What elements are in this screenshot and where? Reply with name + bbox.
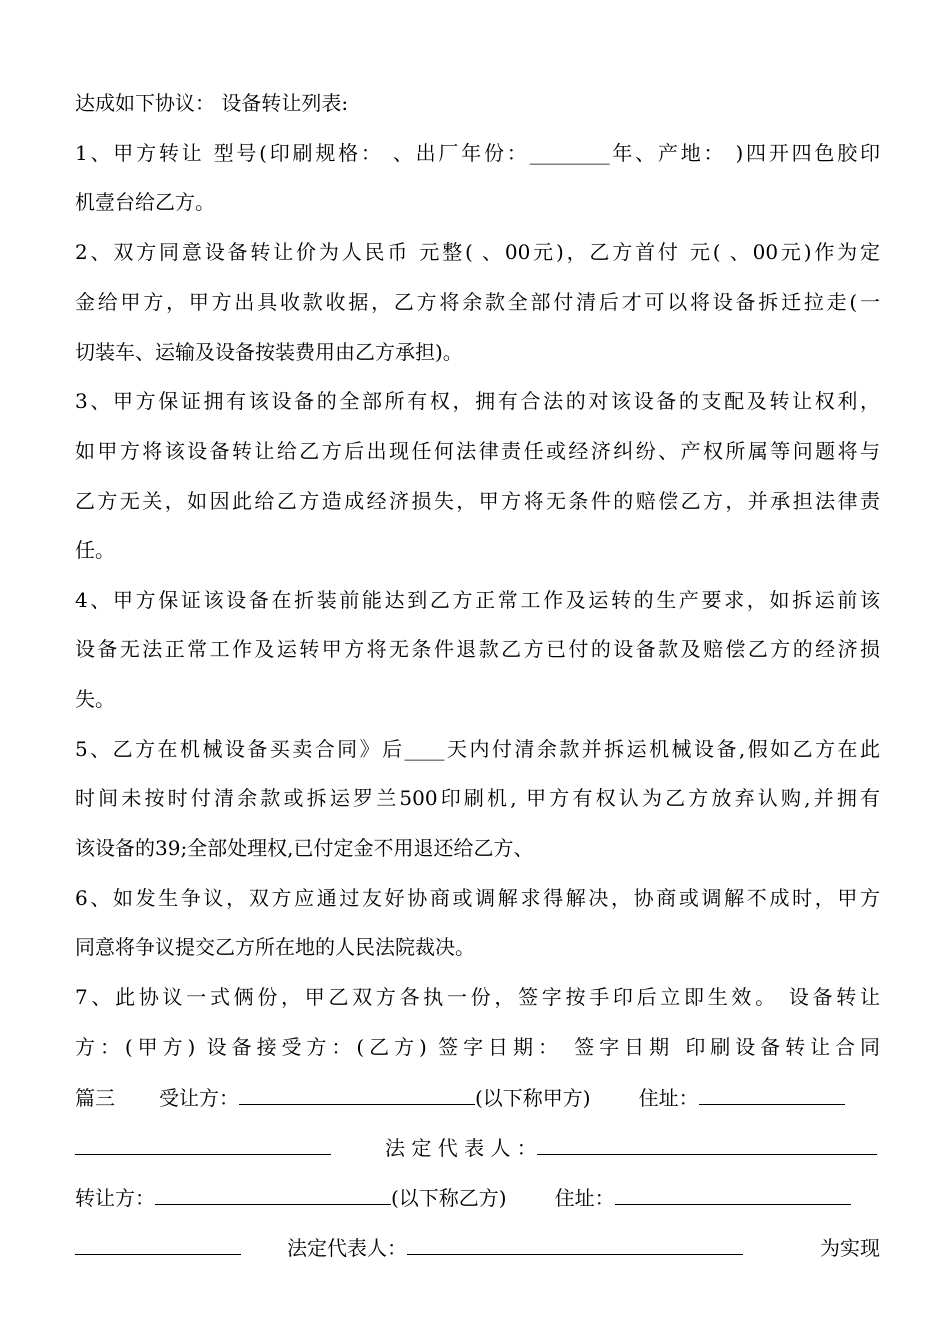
clause-4-line-3: 失。 — [75, 687, 115, 711]
clause-4-line-1: 4、甲方保证该设备在折装前能达到乙方正常工作及运转的生产要求，如拆运前该 — [75, 588, 880, 612]
clause-3-line-3: 乙方无关，如因此给乙方造成经济损失，甲方将无条件的赔偿乙方，并承担法律责 — [75, 489, 880, 513]
legal-rep-label-2: 法定代表人： — [287, 1236, 407, 1260]
address-blank-2[interactable] — [615, 1182, 851, 1205]
clause-5-line-3: 该设备的39;全部处理权,已付定金不用退还给乙方、 — [75, 836, 534, 860]
clause-4-line-2: 设备无法正常工作及运转甲方将无条件退款乙方已付的设备款及赔偿乙方的经济损 — [75, 637, 880, 661]
legal-rep-blank-2[interactable] — [407, 1232, 743, 1255]
clause-1-line-2: 机壹台给乙方。 — [75, 190, 215, 214]
clause-3-line-1: 3、甲方保证拥有该设备的全部所有权，拥有合法的对该设备的支配及转让权利， — [75, 389, 880, 413]
clause-7-line-2: 方：(甲方) 设备接受方：(乙方) 签字日期： 签字日期 印刷设备转让合同 — [75, 1035, 880, 1059]
legal-rep-row-1 — [75, 1132, 880, 1162]
clause-3-line-4: 任。 — [75, 538, 115, 562]
address-label: 住址： — [638, 1086, 699, 1110]
clause-2-line-2: 金给甲方，甲方出具收款收据，乙方将余款全部付清后才可以将设备拆迁拉走(一 — [75, 290, 880, 314]
clause-6-line-1: 6、如发生争议，双方应通过友好协商或调解求得解决，协商或调解不成时，甲方 — [75, 886, 880, 910]
intro-line: 达成如下协议： 设备转让列表: — [75, 91, 349, 115]
party-a-note: (以下称甲方) — [475, 1086, 591, 1110]
transferee-label: 受让方： — [159, 1086, 239, 1110]
transferee-row — [75, 1082, 880, 1112]
clause-3-line-2: 如甲方将该设备转让给乙方后出现任何法律责任或经济纠纷、产权所属等问题将与 — [75, 439, 880, 463]
address-blank-1[interactable] — [699, 1082, 845, 1105]
clause-1-line-1: 1、甲方转让 型号(印刷规格： 、出厂年份：________年、产地： )四开四色胶印 — [75, 141, 880, 165]
address-blank-1-cont[interactable] — [75, 1132, 331, 1155]
transferee-blank[interactable] — [239, 1082, 475, 1105]
clause-2-line-3: 切装车、运输及设备按装费用由乙方承担)。 — [75, 340, 463, 364]
clause-7-line-1: 7、此协议一式俩份，甲乙双方各执一份，签字按手印后立即生效。 设备转让 — [75, 985, 880, 1009]
legal-rep-label: 法 定 代 表 人 ： — [385, 1136, 537, 1160]
transferor-row — [75, 1182, 880, 1212]
clause-5-line-1: 5、乙方在机械设备买卖合同》后____天内付清余款并拆运机械设备,假如乙方在此 — [75, 737, 880, 761]
clause-6-line-2: 同意将争议提交乙方所在地的人民法院裁决。 — [75, 935, 475, 959]
clause-2-line-1: 2、双方同意设备转让价为人民币 元整( 、00元)，乙方首付 元( 、00元)作为定 — [75, 240, 880, 264]
address-blank-2-cont[interactable] — [75, 1232, 241, 1255]
legal-rep-blank-1[interactable] — [537, 1132, 877, 1155]
section-label: 篇三 — [75, 1086, 115, 1110]
clause-5-line-2: 时间未按时付清余款或拆运罗兰500印刷机, 甲方有权认为乙方放弃认购,并拥有 — [75, 786, 880, 810]
legal-rep-row-2 — [75, 1232, 880, 1262]
transferor-blank[interactable] — [155, 1182, 391, 1205]
address-label-2: 住址： — [554, 1186, 615, 1210]
continuation-text: 为实现 — [820, 1236, 880, 1260]
party-b-note: (以下称乙方) — [391, 1186, 507, 1210]
transferor-label: 转让方： — [75, 1186, 155, 1210]
